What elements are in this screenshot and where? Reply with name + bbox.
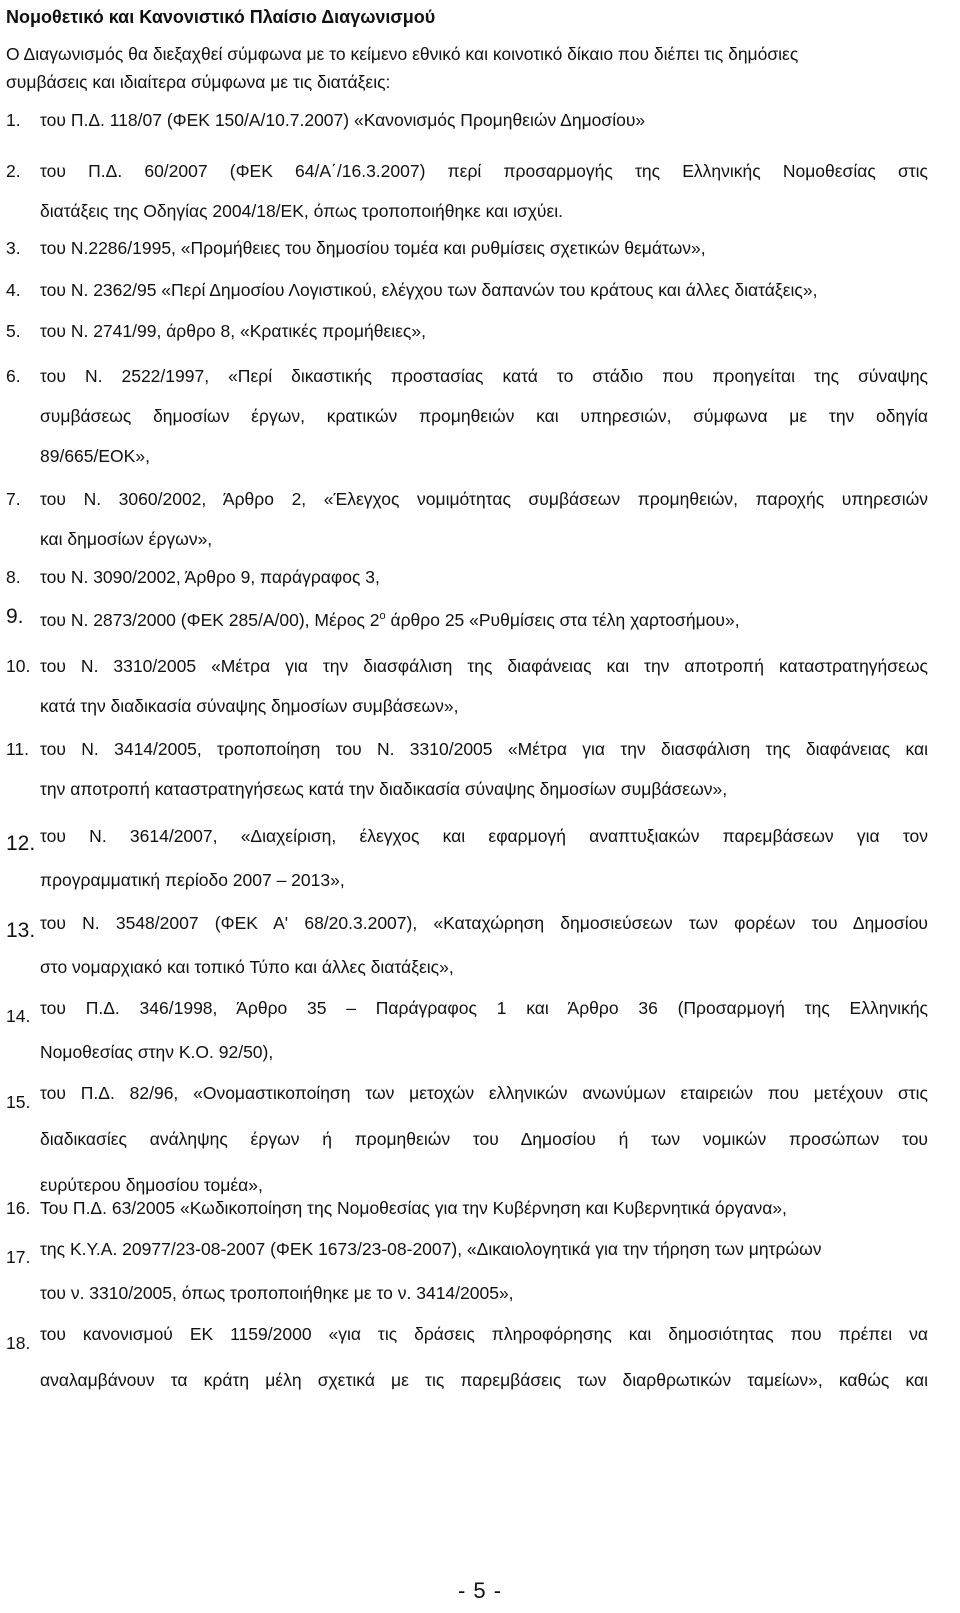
- list-item-number: 13.: [6, 919, 36, 942]
- list-item-number: 7.: [6, 489, 21, 509]
- list-item-text: [40, 986, 928, 1074]
- list-item: [6, 646, 928, 726]
- list-item-line: του Ν. 3414/2005, τροποποίηση του Ν. 3310/2005 «Μέτρα για την διασφάλιση της διαφάνειας και: [40, 739, 928, 759]
- list-item-number: 15.: [6, 1092, 31, 1112]
- list-item-line: του κανονισμού ΕΚ 1159/2000 «για τις δράσεις πληροφόρησης και δημοσιότητας που πρέπει να: [40, 1324, 928, 1344]
- list-item: [6, 276, 928, 304]
- list-item-line: στο νομαρχιακό και τοπικό Τύπο και άλλες διατάξεις»,: [40, 957, 454, 977]
- list-item: [6, 1194, 928, 1222]
- list-item-line: προγραμματική περίοδο 2007 – 2013»,: [40, 870, 345, 890]
- list-item-line: του Ν. 2741/99, άρθρο 8, «Κρατικές προμήθειες»,: [40, 321, 426, 341]
- list-item-line: την αποτροπή καταστρατηγήσεως κατά την διαδικασία σύναψης δημοσίων συμβάσεων»,: [40, 779, 728, 799]
- superscript: ο: [379, 610, 386, 623]
- list-item-text: [40, 646, 928, 726]
- intro-paragraph: [6, 40, 926, 96]
- list-item-line: του Ν. 3614/2007, «Διαχείριση, έλεγχος και εφαρμογή αναπτυξιακών παρεμβάσεων για τον: [40, 826, 928, 846]
- list-item-line: του Ν. 3060/2002, Άρθρο 2, «Έλεγχος νομιμότητας συμβάσεων προμηθειών, παροχής υπηρεσιών: [40, 489, 928, 509]
- list-item-number: 4.: [6, 280, 21, 300]
- list-item-text: [40, 317, 928, 345]
- list-item-line-part: του Ν. 2873/2000 (ΦΕΚ 285/Α/00), Μέρος 2: [40, 610, 380, 630]
- list-item-line: του Ν. 3548/2007 (ΦΕΚ Α' 68/20.3.2007), «Καταχώρηση δημοσιεύσεων των φορέων του Δημοσίου: [40, 913, 928, 933]
- intro-line: Ο Διαγωνισμός θα διεξαχθεί σύμφωνα με το κείμενο εθνικό και κοινοτικό δίκαιο που διέπει τις δημόσιες: [6, 44, 799, 64]
- list-item: [6, 814, 928, 902]
- list-item-number: 12.: [6, 832, 36, 855]
- list-item-line: της Κ.Υ.Α. 20977/23-08-2007 (ΦΕΚ 1673/23-08-2007), «Δικαιολογητικά για την τήρηση των μητρώων: [40, 1239, 822, 1259]
- list-item-line: [40, 606, 928, 634]
- list-item-line: και δημοσίων έργων»,: [40, 529, 213, 549]
- list-item-line: συμβάσεως δημοσίων έργων, κρατικών προμηθειών και υπηρεσιών, σύμφωνα με την οδηγία: [40, 406, 928, 426]
- list-item-line: ευρύτερου δημοσίου τομέα»,: [40, 1175, 263, 1195]
- list-item: [6, 317, 928, 345]
- list-item-line: 89/665/ΕΟΚ»,: [40, 446, 150, 466]
- list-item-number: 3.: [6, 238, 21, 258]
- list-item-text: [40, 356, 928, 476]
- list-item-number: 9.: [6, 605, 24, 628]
- list-item-line: αναλαμβάνουν τα κράτη μέλη σχετικά με τις παρεμβάσεις των διαρθρωτικών ταμείων», καθώς και: [40, 1370, 928, 1390]
- list-item-number: 17.: [6, 1247, 31, 1267]
- list-item: [6, 356, 928, 476]
- list-item-number: 5.: [6, 321, 21, 341]
- list-item-text: [40, 1194, 928, 1222]
- list-item: [6, 986, 928, 1074]
- list-item-line: Νομοθεσίας στην Κ.Ο. 92/50),: [40, 1042, 274, 1062]
- list-item-number: 16.: [6, 1198, 31, 1218]
- list-item-text: [40, 606, 928, 634]
- list-item-line: του Ν. 3310/2005 «Μέτρα για την διασφάλιση της διαφάνειας και την αποτροπή καταστρατηγήσεως: [40, 656, 928, 676]
- list-item-line: του Ν.2286/1995, «Προμήθειες του δημοσίου τομέα και ρυθμίσεις σχετικών θεμάτων»,: [40, 238, 706, 258]
- list-item-number: 18.: [6, 1333, 31, 1353]
- list-item-line: διατάξεις της Οδηγίας 2004/18/ΕΚ, όπως τροποποιήθηκε και ισχύει.: [40, 201, 564, 221]
- list-item-text: [40, 814, 928, 902]
- list-item-number: 11.: [6, 739, 30, 759]
- list-item-line: του Π.Δ. 118/07 (ΦΕΚ 150/Α/10.7.2007) «Κανονισμός Προμηθειών Δημοσίου»: [40, 110, 646, 130]
- list-item: [6, 106, 928, 134]
- list-item: [6, 1070, 928, 1208]
- list-item-line: κατά την διαδικασία σύναψης δημοσίων συμβάσεων»,: [40, 696, 459, 716]
- list-item-number: 2.: [6, 161, 21, 181]
- list-item: [6, 563, 928, 591]
- list-item-line: του Π.Δ. 346/1998, Άρθρο 35 – Παράγραφος 1 και Άρθρο 36 (Προσαρμογή της Ελληνικής: [40, 998, 928, 1018]
- list-item-text: [40, 276, 928, 304]
- list-item-text: [40, 479, 928, 559]
- list-item: [6, 606, 928, 634]
- list-item: [6, 234, 928, 262]
- list-item-text: [40, 106, 928, 134]
- list-item-line: του Ν. 2362/95 «Περί Δημοσίου Λογιστικού, ελέγχου των δαπανών του κράτους και άλλες διατάξεις»,: [40, 280, 818, 300]
- list-item-line-part: άρθρο 25 «Ρυθμίσεις στα τέλη χαρτοσήμου»,: [385, 610, 740, 630]
- document-heading: Νομοθετικό και Κανονιστικό Πλαίσιο Διαγωνισμού: [6, 7, 436, 27]
- list-item-number: 10.: [6, 656, 31, 676]
- list-item-text: [40, 563, 928, 591]
- list-item-line: του Ν. 3090/2002, Άρθρο 9, παράγραφος 3,: [40, 567, 380, 587]
- list-item-line: Του Π.Δ. 63/2005 «Κωδικοποίηση της Νομοθεσίας για την Κυβέρνηση και Κυβερνητικά όργανα»,: [40, 1198, 787, 1218]
- list-item-line: του Ν. 2522/1997, «Περί δικαστικής προστασίας κατά το στάδιο που προηγείται της σύναψης: [40, 366, 928, 386]
- list-item: [6, 729, 928, 809]
- list-item: [6, 479, 928, 559]
- list-item-text: [40, 901, 928, 989]
- list-item-text: [40, 1070, 928, 1208]
- list-item-number: 8.: [6, 567, 21, 587]
- list-item-number: 6.: [6, 366, 21, 386]
- page-number: - 5 -: [457, 1578, 503, 1603]
- list-item-line: διαδικασίες ανάληψης έργων ή προμηθειών του Δημοσίου ή των νομικών προσώπων του: [40, 1129, 928, 1149]
- list-item-text: [40, 729, 928, 809]
- list-item-number: 14.: [6, 1006, 31, 1026]
- list-item-text: [40, 1311, 928, 1403]
- list-item: [6, 901, 928, 989]
- intro-line: συμβάσεις και ιδιαίτερα σύμφωνα με τις διατάξεις:: [6, 72, 391, 92]
- list-item-text: [40, 151, 928, 231]
- list-item: [6, 1311, 928, 1403]
- list-item-line: του Π.Δ. 82/96, «Ονομαστικοποίηση των μετοχών ελληνικών ανωνύμων εταιρειών που μετέχουν στις: [40, 1083, 928, 1103]
- list-item-number: 1.: [6, 110, 21, 130]
- list-item: [6, 1227, 928, 1315]
- list-item-text: [40, 234, 928, 262]
- list-item-line: του Π.Δ. 60/2007 (ΦΕΚ 64/Α΄/16.3.2007) περί προσαρμογής της Ελληνικής Νομοθεσίας στις: [40, 161, 928, 181]
- list-item-line: του ν. 3310/2005, όπως τροποποιήθηκε με το ν. 3414/2005»,: [40, 1283, 514, 1303]
- list-item: [6, 151, 928, 231]
- list-item-text: [40, 1227, 928, 1315]
